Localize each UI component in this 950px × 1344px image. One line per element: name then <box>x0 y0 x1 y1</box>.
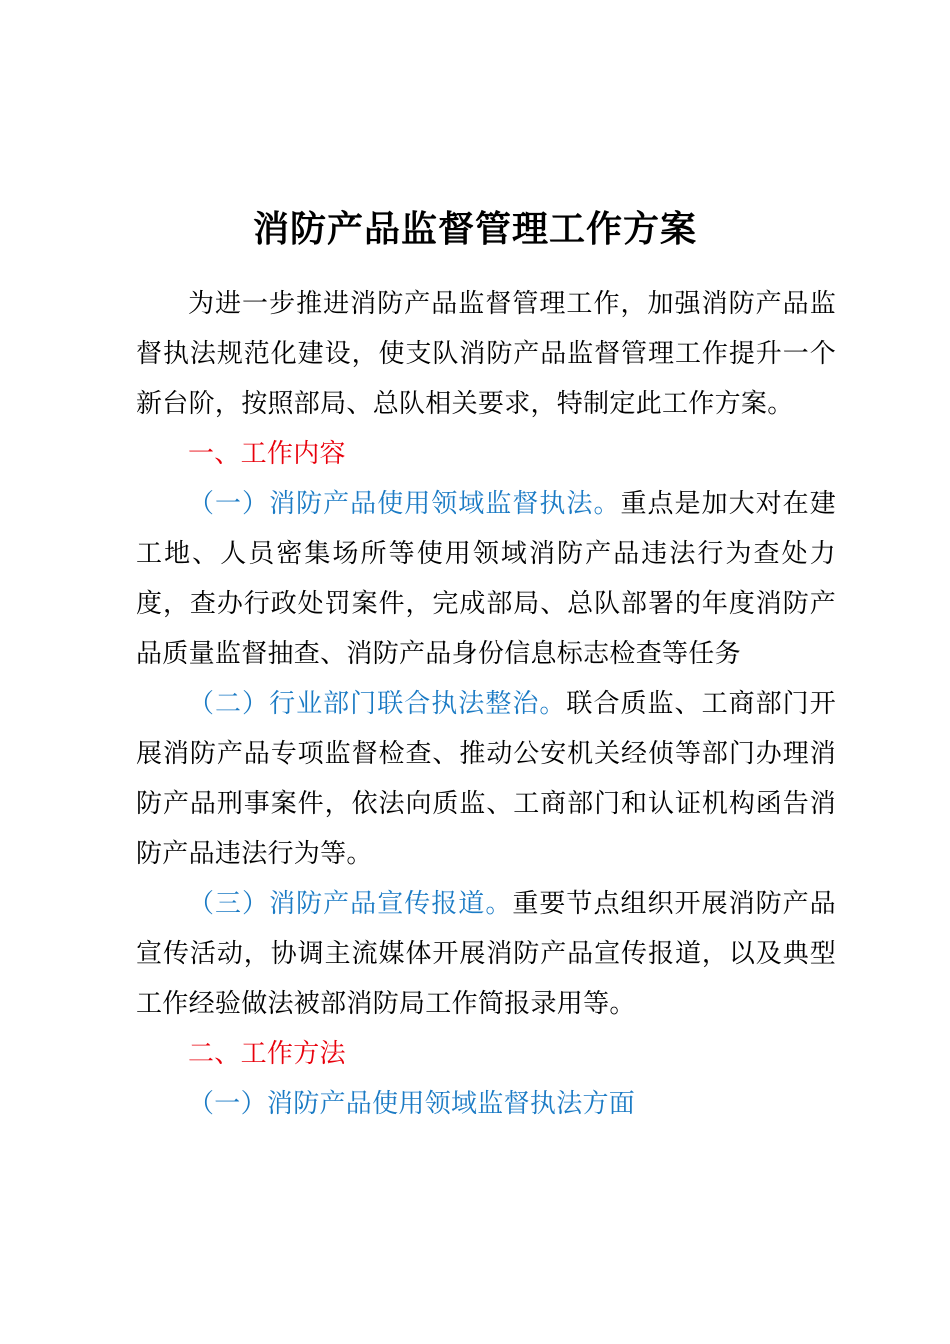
document-body <box>136 279 836 1129</box>
intro-paragraph: 为进一步推进消防产品监督管理工作，加强消防产品监督执法规范化建设，使支队消防产品监督管理工作提升一个新台阶，按照部局、总队相关要求，特制定此工作方案。 <box>136 289 836 419</box>
document-title: 消防产品监督管理工作方案 <box>252 209 697 250</box>
section-1-item-3 <box>136 879 836 1029</box>
section-1-item-2-text: 联合质监、工商部门开展消防产品专项监督检查、推动公安机关经侦等部门办理消防产品刑事案件，依法向质监、工商部门和认证机构函告消防产品违法行为等。 <box>136 689 836 869</box>
section-1-item-2-label: （二）行业部门联合执法整治。 <box>188 689 567 719</box>
section-2-item-1-label: （一）消防产品使用领域监督执法方面 <box>188 1089 636 1119</box>
section-1-item-3-text: 重要节点组织开展消防产品宣传活动，协调主流媒体开展消防产品宣传报道，以及典型工作经验做法被部消防局工作简报录用等。 <box>136 889 836 1019</box>
section-1-item-3-label: （三）消防产品宣传报道。 <box>188 889 513 919</box>
section-1-item-1-text: 重点是加大对在建工地、人员密集场所等使用领域消防产品违法行为查处力度，查办行政处罚案件，完成部局、总队部署的年度消防产品质量监督抽查、消防产品身份信息标志检查等任务 <box>136 489 836 669</box>
section-2-heading: 二、工作方法 <box>188 1039 346 1069</box>
section-1-item-2 <box>136 679 836 879</box>
section-1-item-1 <box>136 479 836 679</box>
section-1-heading: 一、工作内容 <box>188 439 346 469</box>
section-1-item-1-label: （一）消防产品使用领域监督执法。 <box>188 489 621 519</box>
